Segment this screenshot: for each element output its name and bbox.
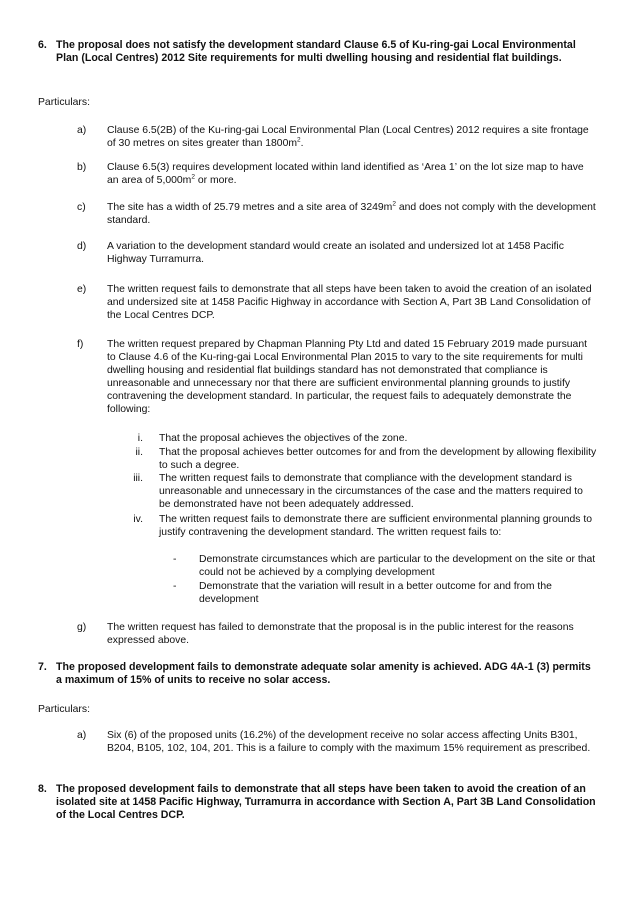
s6-roman-iii <box>127 472 597 511</box>
roman-label: iii. <box>133 473 143 484</box>
section-number: 6. <box>38 39 47 51</box>
item-label: b) <box>77 162 87 173</box>
s7-item-a <box>77 729 597 755</box>
section-6-heading <box>38 39 598 65</box>
bullet-dash: - <box>173 581 177 592</box>
item-text: Clause 6.5(2B) of the Ku-ring-gai Local Environmental Plan (Local Centres) 2012 requires a site frontage of 30 metres on sites greater than $1800m^2$. <box>107 125 589 149</box>
particulars-label: Particulars: <box>38 704 90 715</box>
roman-text: That the proposal achieves the objectives of the zone. <box>159 433 408 444</box>
roman-text: The written request fails to demonstrate that compliance with the development standard is unreasonable and unnecessary in the circumstances of the case and the matters required to be demonstrated have not been adequately addressed. <box>159 473 583 510</box>
bullet-dash: - <box>173 554 177 565</box>
bullet-text: Demonstrate circumstances which are particular to the development on the site or that could not be achieved by a complying development <box>199 554 596 578</box>
roman-text: That the proposal achieves better outcomes for and from the development by allowing flexibility to such a degree. <box>159 447 597 471</box>
s6-roman-iv <box>127 513 597 539</box>
roman-label: ii. <box>135 447 143 458</box>
section-number: 8. <box>38 783 47 795</box>
item-text: A variation to the development standard would create an isolated and undersized lot at 1458 Pacific Highway Turramurra. <box>107 241 564 265</box>
item-text: Clause 6.5(3) requires development located within land identified as ‘Area 1’ on the lot size map to have an area of $5,000m^2$ or more. <box>107 162 584 186</box>
s6-roman-ii <box>127 446 597 472</box>
item-label: a) <box>77 730 87 741</box>
s6-bullet-1 <box>173 553 601 579</box>
item-label: a) <box>77 125 87 136</box>
s6-item-a <box>77 124 597 150</box>
item-text: The written request fails to demonstrate that all steps have been taken to avoid the creation of an isolated and undersized site at 1458 Pacific Highway in accordance with Section A, Part 3B Land Consolidation of the Local Centres DCP. <box>107 284 592 321</box>
s6-item-c <box>77 201 597 227</box>
roman-label: i. <box>137 433 143 444</box>
item-label: g) <box>77 622 87 633</box>
item-label: d) <box>77 241 87 252</box>
particulars-label: Particulars: <box>38 97 90 108</box>
s6-item-f <box>77 338 597 416</box>
section-7-heading <box>38 661 598 687</box>
s6-item-e <box>77 283 597 322</box>
s6-item-b <box>77 161 597 187</box>
bullet-text: Demonstrate that the variation will result in a better outcome for and from the development <box>199 581 552 605</box>
item-text: Six (6) of the proposed units (16.2%) of the development receive no solar access affecting Units B301, B204, B105, 102, 104, 201. This is a failure to comply with the maximum 15% requirement as prescribed. <box>107 730 591 754</box>
s6-item-g <box>77 621 597 647</box>
s6-item-d <box>77 240 597 266</box>
item-label: e) <box>77 284 87 295</box>
section-number: 7. <box>38 661 47 673</box>
s6-roman-i <box>127 432 597 445</box>
item-label: f) <box>77 339 84 350</box>
item-text: The site has a width of 25.79 metres and a site area of $3249m^2$ and does not comply with the development standard. <box>107 200 596 226</box>
item-text: The written request prepared by Chapman Planning Pty Ltd and dated 15 February 2019 made pursuant to Clause 4.6 of the Ku-ring-gai Local Environmental Plan 2015 to vary to the site requirements for multi dwelling housing and residential flat buildings standard has not demonstrated that compliance is unreasonable and unnecessary nor that there are sufficient environmental planning grounds to justify contravening the development standard. In particular, the request fails to adequately demonstrate the following: <box>107 339 588 415</box>
section-8-heading <box>38 783 598 822</box>
section-heading-text: The proposed development fails to demonstrate that all steps have been taken to avoid the creation of an isolated site at 1458 Pacific Highway, Turramurra in accordance with Section A, Part 3B Land Consolidation of the Local Centres DCP. <box>56 783 596 821</box>
item-text: The written request has failed to demonstrate that the proposal is in the public interest for the reasons expressed above. <box>107 622 574 646</box>
item-label: c) <box>77 202 86 213</box>
roman-text: The written request fails to demonstrate there are sufficient environmental planning grounds to justify contravening the development standard. The written request fails to: <box>159 514 592 538</box>
section-heading-text: The proposed development fails to demonstrate adequate solar amenity is achieved. ADG 4A-1 (3) permits a maximum of 15% of units to receive no solar access. <box>56 661 591 686</box>
s6-bullet-2 <box>173 580 601 606</box>
roman-label: iv. <box>133 514 143 525</box>
section-heading-text: The proposal does not satisfy the development standard Clause 6.5 of Ku-ring-gai Local Environmental Plan (Local Centres) 2012 Site requirements for multi dwelling housing and residential flat buildings. <box>56 39 576 64</box>
